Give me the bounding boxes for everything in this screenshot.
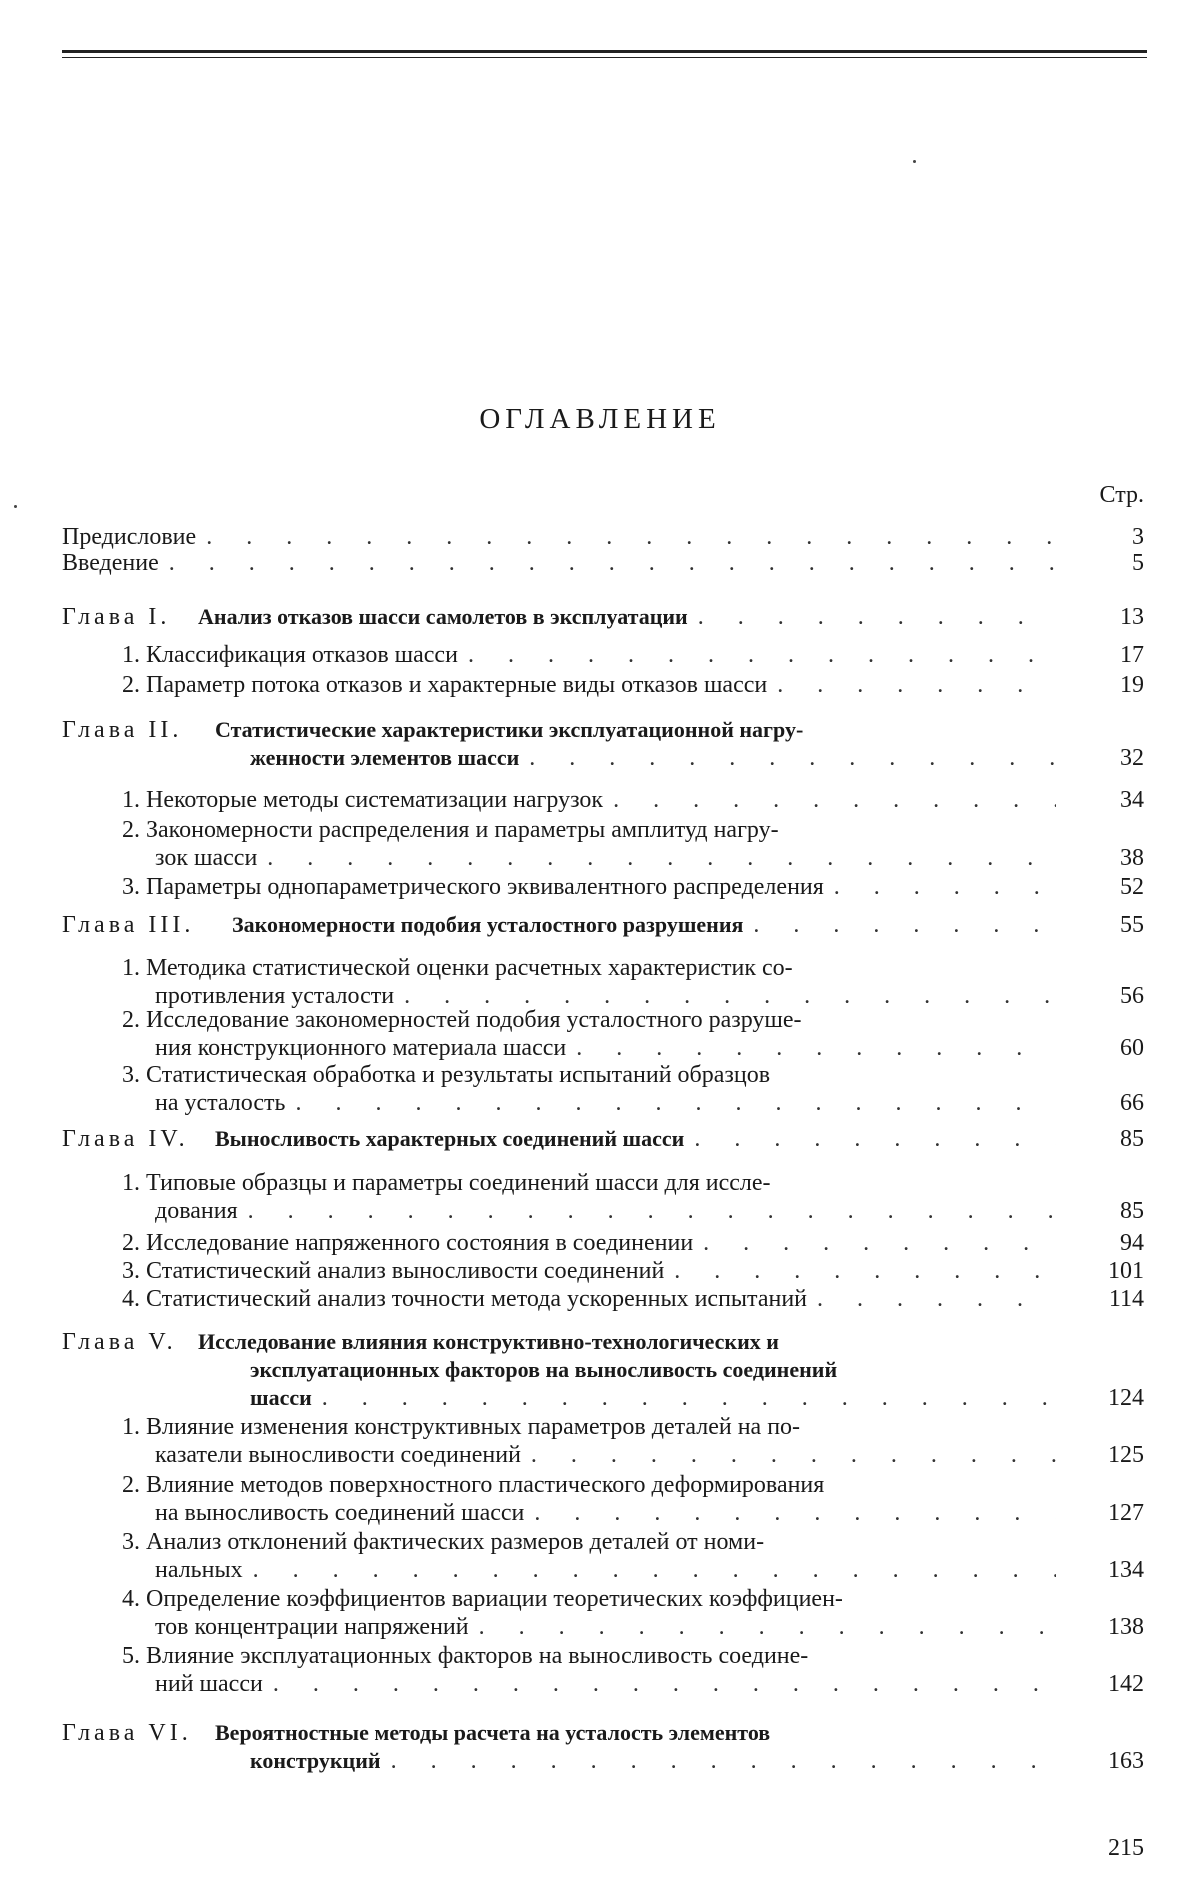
entry-text-line: 1. Классификация отказов шасси — [122, 642, 458, 668]
entry-page-number: 142 — [1108, 1671, 1144, 1697]
dot-leader — [253, 1555, 1056, 1585]
entry-page-number: 56 — [1120, 983, 1144, 1009]
entry-text-line: 2. Исследование напряженного состояния в соединении — [122, 1230, 694, 1256]
entry-text-line: 1. Методика статистической оценки расчетных характеристик со- — [122, 955, 793, 981]
dot-leader — [777, 670, 1056, 700]
dot-leader — [534, 1498, 1056, 1528]
dot-leader — [169, 548, 1056, 578]
entry-page-number: 13 — [1120, 604, 1144, 630]
entry-page-number: 134 — [1108, 1557, 1144, 1583]
entry-text-line: Выносливость характерных соединений шасси — [215, 1126, 685, 1151]
entry-text-line: 3. Статистический анализ выносливости соединений — [122, 1258, 665, 1284]
dot-leader — [529, 743, 1056, 773]
entry-text-line: Введение — [62, 550, 159, 576]
dot-leader — [694, 1124, 1056, 1154]
entry-page-number: 34 — [1120, 787, 1144, 813]
entry-text-line: шасси — [250, 1385, 312, 1410]
dot-leader — [295, 1088, 1056, 1118]
dot-leader — [273, 1669, 1056, 1699]
dot-leader — [267, 843, 1056, 873]
entry-text-line: 1. Типовые образцы и параметры соединений шасси для иссле- — [122, 1170, 771, 1196]
dot-leader — [703, 1228, 1056, 1258]
dot-leader — [817, 1284, 1056, 1314]
entry-text-line: 2. Исследование закономерностей подобия усталостного разруше- — [122, 1007, 802, 1033]
page-column-header: Стр. — [1099, 482, 1144, 508]
entry-page-number: 60 — [1120, 1035, 1144, 1061]
chapter-label: Глава IV. — [62, 1126, 189, 1152]
entry-text-line: 1. Влияние изменения конструктивных параметров деталей на по- — [122, 1414, 801, 1440]
dot-leader — [391, 1746, 1056, 1776]
entry-text-line: 1. Некоторые методы систематизации нагрузок — [122, 787, 604, 813]
chapter-label: Глава VI. — [62, 1720, 192, 1746]
entry-text-line: Анализ отказов шасси самолетов в эксплуатации — [198, 604, 688, 629]
page-number: 215 — [1108, 1835, 1144, 1861]
entry-text-line: 2. Параметр потока отказов и характерные виды отказов шасси — [122, 672, 768, 698]
entry-text-line: ний шасси — [155, 1671, 263, 1697]
entry-page-number: 138 — [1108, 1614, 1144, 1640]
entry-page-number: 101 — [1108, 1258, 1144, 1284]
dot-leader — [674, 1256, 1056, 1286]
entry-text-line: 2. Закономерности распределения и параметры амплитуд нагру- — [122, 817, 779, 843]
dot-leader — [698, 602, 1056, 632]
entry-text-line: эксплуатационных факторов на выносливость соединений — [250, 1357, 838, 1382]
dot-leader — [468, 640, 1056, 670]
entry-page-number: 66 — [1120, 1090, 1144, 1116]
entry-page-number: 3 — [1132, 524, 1144, 550]
dot-leader — [531, 1440, 1056, 1470]
entry-text-line: Вероятностные методы расчета на усталость элементов — [215, 1720, 771, 1745]
entry-page-number: 17 — [1120, 642, 1144, 668]
entry-text-line: 3. Параметры однопараметрического эквивалентного распределения — [122, 874, 824, 900]
entry-text-line: 4. Определение коэффициентов вариации теоретических коэффициен- — [122, 1586, 843, 1612]
dot-leader — [613, 785, 1056, 815]
entry-text-line: тов концентрации напряжений — [155, 1614, 469, 1640]
dot-leader — [479, 1612, 1056, 1642]
page-title: ОГЛАВЛЕНИЕ — [479, 403, 721, 435]
dot-leader — [248, 1196, 1056, 1226]
entry-text-line: 3. Анализ отклонений фактических размеров деталей от номи- — [122, 1529, 765, 1555]
entry-text-line: на выносливость соединений шасси — [155, 1500, 525, 1526]
chapter-label: Глава III. — [62, 912, 195, 938]
chapter-label: Глава I. — [62, 604, 171, 630]
entry-page-number: 114 — [1108, 1286, 1144, 1312]
dot-leader — [576, 1033, 1056, 1063]
entry-page-number: 85 — [1120, 1126, 1144, 1152]
entry-text-line: 5. Влияние эксплуатационных факторов на выносливость соедине- — [122, 1643, 809, 1669]
entry-page-number: 125 — [1108, 1442, 1144, 1468]
entry-text-line: женности элементов шасси — [250, 745, 520, 770]
entry-page-number: 38 — [1120, 845, 1144, 871]
entry-text-line: Закономерности подобия усталостного разрушения — [232, 912, 744, 937]
entry-page-number: 163 — [1108, 1748, 1144, 1774]
chapter-label: Глава V. — [62, 1329, 177, 1355]
dot-leader — [753, 910, 1056, 940]
entry-text-line: Исследование влияния конструктивно-технологических и — [198, 1329, 779, 1354]
entry-page-number: 52 — [1120, 874, 1144, 900]
entry-page-number: 5 — [1132, 550, 1144, 576]
entry-text-line: зок шасси — [155, 845, 258, 871]
chapter-label: Глава II. — [62, 717, 183, 743]
entry-text-line: нальных — [155, 1557, 243, 1583]
entry-text-line: 4. Статистический анализ точности метода ускоренных испытаний — [122, 1286, 808, 1312]
entry-text-line: Статистические характеристики эксплуатационной нагру- — [215, 717, 804, 742]
entry-text-line: казатели выносливости соединений — [155, 1442, 521, 1468]
entry-page-number: 19 — [1120, 672, 1144, 698]
entry-page-number: 127 — [1108, 1500, 1144, 1526]
entry-page-number: 55 — [1120, 912, 1144, 938]
entry-page-number: 94 — [1120, 1230, 1144, 1256]
entry-text-line: конструкций — [250, 1748, 381, 1773]
entry-page-number: 85 — [1120, 1198, 1144, 1224]
dot-leader — [322, 1383, 1056, 1413]
entry-text-line: 3. Статистическая обработка и результаты испытаний образцов — [122, 1062, 771, 1088]
entry-text-line: Предисловие — [62, 524, 197, 550]
entry-text-line: на усталость — [155, 1090, 286, 1116]
entry-text-line: противления усталости — [155, 983, 395, 1009]
entry-text-line: ния конструкционного материала шасси — [155, 1035, 567, 1061]
entry-page-number: 32 — [1120, 745, 1144, 771]
entry-text-line: 2. Влияние методов поверхностного пластического деформирования — [122, 1472, 825, 1498]
dot-leader — [834, 872, 1056, 902]
entry-page-number: 124 — [1108, 1385, 1144, 1411]
entry-text-line: дования — [155, 1198, 238, 1224]
